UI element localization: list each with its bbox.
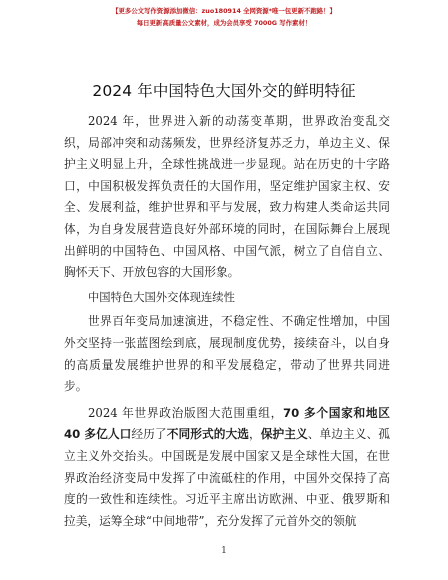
- paragraph-elections-bold-protectionism: 保护主义: [260, 427, 308, 442]
- paragraph-elections-bold-countries: 70 多个国家和地区 40 多亿人口: [64, 405, 390, 442]
- section-heading: 中国特色大国外交体现连续性: [88, 290, 235, 304]
- promo-header-line1: 【更多公文写作资源添加微信：zuo180914 全网资源*唯一包更新不跑路！】: [112, 7, 336, 15]
- paragraph-intro: 2024 年，世界进入新的动荡变革期，世界政治变乱交织，局部冲突和动荡频发，世界经济复苏乏力，单边主义、保护主义明显上升，全球性挑战进一步显现。站在历史的十字路口，中国积极发挥负责任的大国作用，坚定维护国家主权、安全、发展利益，维护世界和平与发展，致力构建人类命运共同体，为自身发展营造良好外部环境的同时，在国际舞台上展现出鲜明的中国特色、中国风格、中国气派，树立了自信自立、胸怀天下、开放包容的大国形象。: [64, 114, 390, 280]
- paragraph-elections-part5: ，: [248, 427, 261, 442]
- document-title: 2024 年中国特色大国外交的鲜明特征: [92, 82, 356, 100]
- promo-header: [0, 5, 448, 29]
- paragraph-elections-part1: 2024 年世界政治版图大范围重组，: [88, 405, 284, 420]
- paragraph-elections-part7: 、单边主义、孤立主义外交抬头。中国既是发展中国家又是全球性大国，在世界政治经济变局中发挥了中流砥柱的作用，中国外交保持了高度的一致性和连续性。习近平主席出访欧洲、中亚、俄罗斯和拉美，运筹全球“中间地带”，充分发挥了元首外交的领航: [64, 427, 390, 528]
- paragraph-elections: [64, 403, 390, 533]
- page-number: 1: [221, 546, 227, 556]
- paragraph-elections-part3: 经历了: [131, 427, 167, 442]
- promo-header-line2: 每日更新高质量公文素材，成为会员享受 7000G 写作素材！: [136, 19, 312, 27]
- paragraph-continuity: 世界百年变局加速演进，不稳定性、不确定性增加，中国外交坚持一张蓝图绘到底，展现制度优势，接续奋斗，以自身的高质量发展维护世界的和平发展稳定，带动了世界共同进步。: [64, 314, 390, 394]
- document-body: [64, 111, 390, 532]
- paragraph-elections-bold-elections: 不同形式的大选: [166, 427, 249, 442]
